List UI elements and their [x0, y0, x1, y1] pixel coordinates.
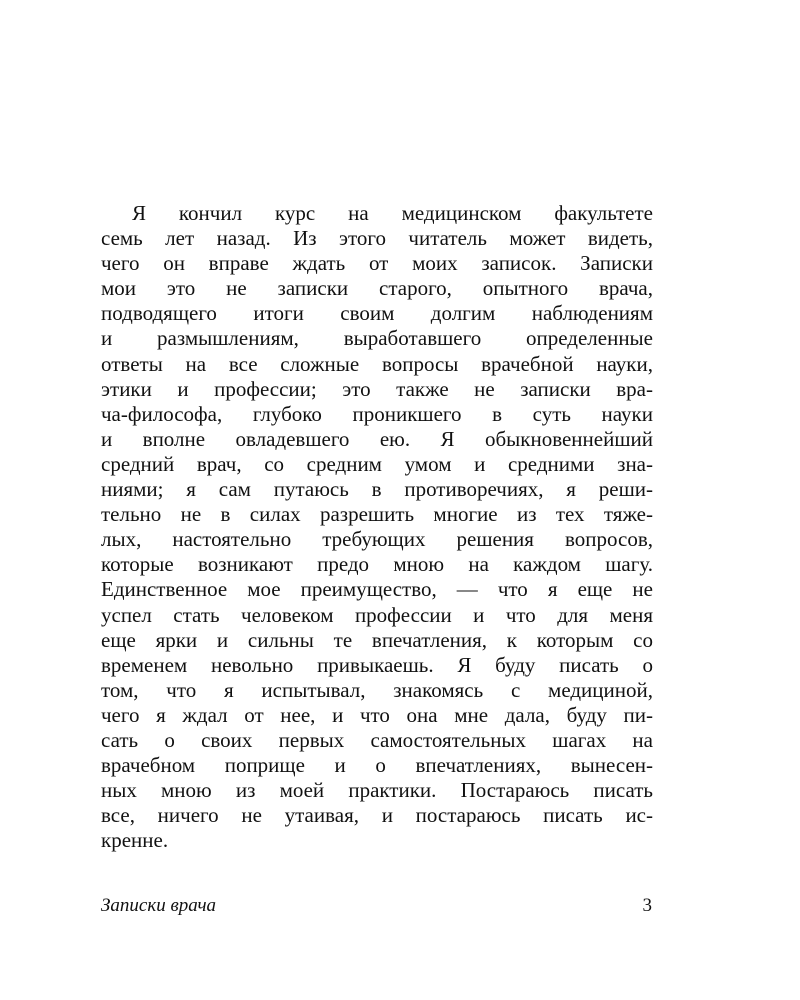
text-line: и вполне овладевшего ею. Я обыкновеннейший — [101, 426, 653, 451]
page-body — [101, 201, 653, 853]
text-line: врачебном поприще и о впечатлениях, вынесен- — [101, 753, 653, 778]
text-line: еще ярки и сильны те впечатления, к которым со — [101, 627, 653, 652]
running-title: Записки врача — [101, 895, 217, 916]
text-line: и размышлениям, выработавшего определенные — [101, 326, 653, 351]
text-line: все, ничего не утаивая, и постараюсь писать ис- — [101, 803, 653, 828]
text-line: которые возникают предо мною на каждом шагу. — [101, 552, 653, 577]
text-line: Единственное мое преимущество, — что я еще не — [101, 577, 653, 602]
text-line: ча-философа, глубоко проникшего в суть науки — [101, 401, 653, 426]
text-line: подводящего итоги своим долгим наблюдениям — [101, 301, 653, 326]
text-line: средний врач, со средним умом и средними зна- — [101, 451, 653, 476]
text-line: том, что я испытывал, знакомясь с медициной, — [101, 677, 653, 702]
text-line: мои это не записки старого, опытного врача, — [101, 276, 653, 301]
text-line: сать о своих первых самостоятельных шагах на — [101, 727, 653, 752]
text-line: семь лет назад. Из этого читатель может видеть, — [101, 226, 653, 251]
text-line: кренне. — [101, 828, 169, 853]
text-line: ных мною из моей практики. Постараюсь писать — [101, 778, 653, 803]
text-line: тельно не в силах разрешить многие из тех тяже- — [101, 502, 653, 527]
text-line: чего он вправе ждать от моих записок. Записки — [101, 251, 653, 276]
text-line: ниями; я сам путаюсь в противоречиях, я реши- — [101, 477, 653, 502]
text-line: временем невольно привыкаешь. Я буду писать о — [101, 652, 653, 677]
page-footer — [101, 892, 653, 920]
text-line: ответы на все сложные вопросы врачебной науки, — [101, 351, 653, 376]
text-line: успел стать человеком профессии и что для меня — [101, 602, 653, 627]
text-line: Я кончил курс на медицинском факультете — [132, 201, 653, 225]
text-line: лых, настоятельно требующих решения вопросов, — [101, 527, 653, 552]
text-line: этики и профессии; это также не записки вра- — [101, 376, 653, 401]
page-number: 3 — [642, 895, 652, 916]
text-line: чего я ждал от нее, и что она мне дала, буду пи- — [101, 702, 653, 727]
